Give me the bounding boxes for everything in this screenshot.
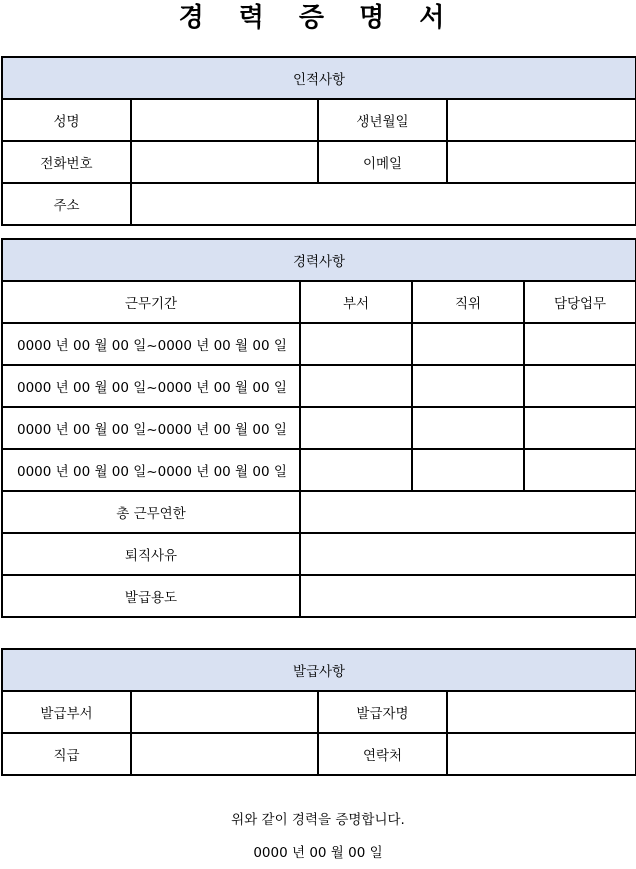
- phone-label: 전화번호: [2, 141, 131, 183]
- purpose-field[interactable]: [300, 575, 636, 617]
- career-row: [2, 323, 636, 365]
- contact-field[interactable]: [447, 733, 636, 775]
- position-cell[interactable]: [412, 407, 524, 449]
- career-header: 경력사항: [2, 239, 636, 281]
- contact-label: 연락처: [318, 733, 447, 775]
- name-label: 성명: [2, 99, 131, 141]
- issue-table: [1, 648, 636, 776]
- dept-cell[interactable]: [300, 365, 412, 407]
- issue-dept-field[interactable]: [131, 691, 318, 733]
- period-cell[interactable]: 0000 년 00 월 00 일~0000 년 00 월 00 일: [2, 323, 300, 365]
- dept-cell[interactable]: [300, 407, 412, 449]
- dept-cell[interactable]: [300, 323, 412, 365]
- col-duty: 담당업무: [524, 281, 636, 323]
- personal-info-table: [1, 56, 636, 226]
- birth-field[interactable]: [447, 99, 636, 141]
- career-row: [2, 365, 636, 407]
- position-cell[interactable]: [412, 449, 524, 491]
- position-cell[interactable]: [412, 323, 524, 365]
- duty-cell[interactable]: [524, 365, 636, 407]
- duty-cell[interactable]: [524, 323, 636, 365]
- issue-header: 발급사항: [2, 649, 636, 691]
- dept-cell[interactable]: [300, 449, 412, 491]
- period-cell[interactable]: 0000 년 00 월 00 일~0000 년 00 월 00 일: [2, 407, 300, 449]
- career-row: [2, 407, 636, 449]
- period-cell[interactable]: 0000 년 00 월 00 일~0000 년 00 월 00 일: [2, 365, 300, 407]
- position-cell[interactable]: [412, 365, 524, 407]
- period-cell[interactable]: 0000 년 00 월 00 일~0000 년 00 월 00 일: [2, 449, 300, 491]
- career-table: [1, 238, 636, 618]
- career-row: [2, 449, 636, 491]
- total-period-label: 총 근무연한: [2, 491, 300, 533]
- address-label: 주소: [2, 183, 131, 225]
- col-period: 근무기간: [2, 281, 300, 323]
- rank-label: 직급: [2, 733, 131, 775]
- reason-field[interactable]: [300, 533, 636, 575]
- issuer-label: 발급자명: [318, 691, 447, 733]
- duty-cell[interactable]: [524, 407, 636, 449]
- personal-info-header: 인적사항: [2, 57, 636, 99]
- issuer-field[interactable]: [447, 691, 636, 733]
- phone-field[interactable]: [131, 141, 318, 183]
- rank-field[interactable]: [131, 733, 318, 775]
- name-field[interactable]: [131, 99, 318, 141]
- total-period-field[interactable]: [300, 491, 636, 533]
- col-position: 직위: [412, 281, 524, 323]
- birth-label: 생년월일: [318, 99, 447, 141]
- email-label: 이메일: [318, 141, 447, 183]
- col-dept: 부서: [300, 281, 412, 323]
- issue-date: 0000 년 00 월 00 일: [253, 845, 383, 861]
- reason-label: 퇴직사유: [2, 533, 300, 575]
- issue-dept-label: 발급부서: [2, 691, 131, 733]
- duty-cell[interactable]: [524, 449, 636, 491]
- document-title: 경 력 증 명 서: [178, 3, 458, 33]
- email-field[interactable]: [447, 141, 636, 183]
- address-field[interactable]: [131, 183, 636, 225]
- certification-statement: 위와 같이 경력을 증명합니다.: [231, 812, 405, 828]
- purpose-label: 발급용도: [2, 575, 300, 617]
